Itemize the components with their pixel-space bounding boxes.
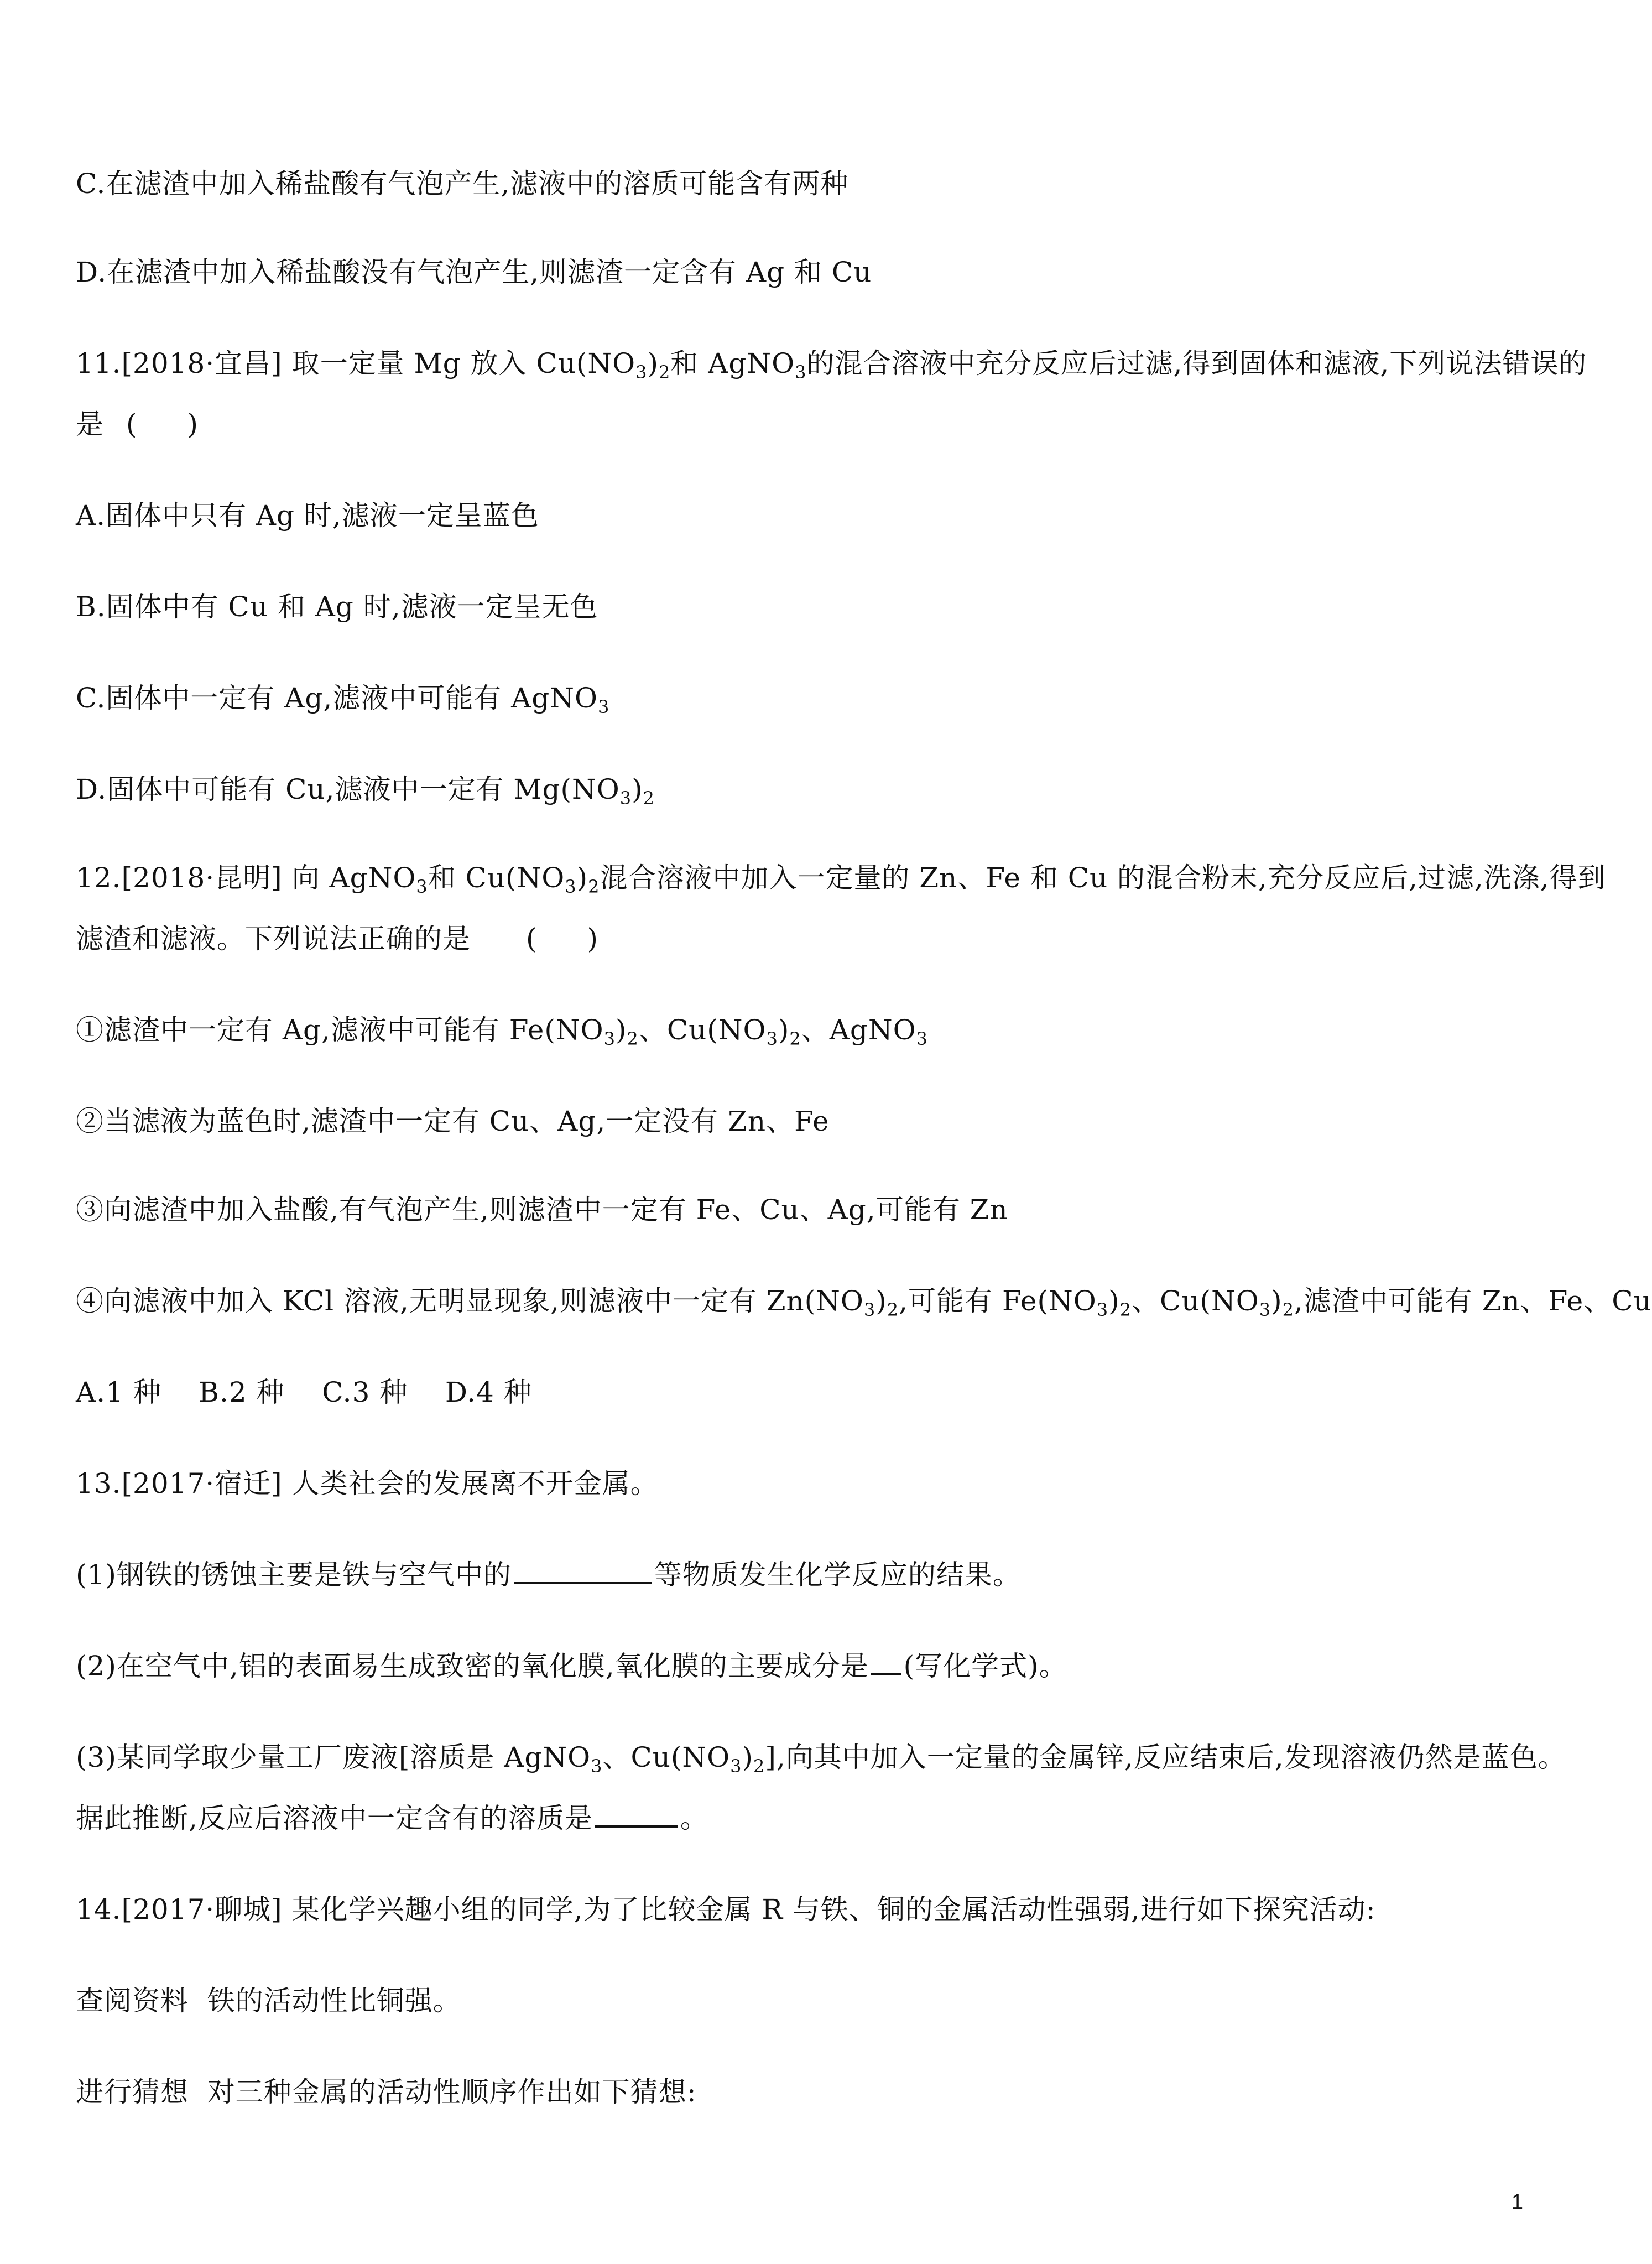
q11-option-b: B.固体中有 Cu 和 Ag 时,滤液一定呈无色 — [76, 591, 598, 623]
q10-option-c: C.在滤渣中加入稀盐酸有气泡产生,滤液中的溶质可能含有两种 — [76, 168, 849, 200]
q14-stem: 14.[2017·聊城] 某化学兴趣小组的同学,为了比较金属 R 与铁、铜的金属活动性强弱,进行如下探究活动: — [76, 1893, 1376, 1925]
q11-stem: 11.[2018·宜昌] 取一定量 Mg 放入 $Cu(NO_3)_2$和 AgNO$_3$的混合溶液中充分反应后过滤,得到固体和滤液,下列说法错误的 — [76, 347, 1587, 383]
answer-paren: ( ) — [526, 923, 599, 955]
q12-statement-3: ③向滤渣中加入盐酸,有气泡产生,则滤渣中一定有 Fe、Cu、Ag,可能有 Zn — [76, 1194, 1008, 1226]
q11-stem-line2: 是 ( ) — [76, 407, 199, 442]
q11-option-c: C.固体中一定有 Ag,滤液中可能有 AgNO$_3$ — [76, 682, 610, 717]
q13-part-3-line2: 据此推断,反应后溶液中一定含有的溶质是 。 — [76, 1802, 708, 1834]
answer-blank[interactable] — [514, 1560, 652, 1584]
q11-option-a: A.固体中只有 Ag 时,滤液一定呈蓝色 — [76, 499, 539, 532]
answer-blank[interactable] — [871, 1651, 901, 1675]
q13-part-2: (2)在空气中,铝的表面易生成致密的氧化膜,氧化膜的主要成分是 (写化学式)。 — [76, 1650, 1067, 1682]
page-number: 1 — [1511, 2190, 1523, 2214]
q12-stem-line2: 滤渣和滤液。下列说法正确的是 ( ) — [76, 921, 598, 956]
q13-part-1: (1)钢铁的锈蚀主要是铁与空气中的 等物质发生化学反应的结果。 — [76, 1559, 1021, 1591]
q13-part-3: (3)某同学取少量工厂废液[溶质是 AgNO$_3$、$Cu(NO_3)_2$],向其中加入一定量的金属锌,反应结束后,发现溶液仍然是蓝色。 — [76, 1741, 1566, 1777]
q12-stem: 12.[2018·昆明] 向 AgNO$_3$和 $Cu(NO_3)_2$混合溶液中加入一定量的 Zn、Fe 和 Cu 的混合粉末,充分反应后,过滤,洗涤,得到 — [76, 862, 1606, 897]
q14-line-3: 进行猜想 对三种金属的活动性顺序作出如下猜想: — [76, 2076, 697, 2108]
q11-option-d: D.固体中可能有 Cu,滤液中一定有 $Mg(NO_3)_2$ — [76, 773, 655, 809]
q14-line-2: 查阅资料 铁的活动性比铜强。 — [76, 1985, 461, 2017]
q10-option-d: D.在滤渣中加入稀盐酸没有气泡产生,则滤渣一定含有 Ag 和 Cu — [76, 256, 872, 288]
q12-statement-1: ①滤渣中一定有 Ag,滤液中可能有 $Fe(NO_3)_2$、$Cu(NO_3)_2$、AgNO$_3$ — [76, 1014, 928, 1049]
q12-statement-4: ④向滤液中加入 KCl 溶液,无明显现象,则滤液中一定有 $Zn(NO_3)_2$,可能有 $Fe(NO_3)_2$、$Cu(NO_3)_2$,滤渣中可能有 Zn、Fe、Cu — [76, 1285, 1652, 1320]
answer-paren: ( ) — [126, 408, 199, 440]
answer-blank[interactable] — [595, 1803, 678, 1828]
q13-stem: 13.[2017·宿迁] 人类社会的发展离不开金属。 — [76, 1467, 659, 1500]
q12-options: A.1 种 B.2 种 C.3 种 D.4 种 — [76, 1376, 532, 1408]
q12-statement-2: ②当滤液为蓝色时,滤渣中一定有 Cu、Ag,一定没有 Zn、Fe — [76, 1105, 830, 1137]
